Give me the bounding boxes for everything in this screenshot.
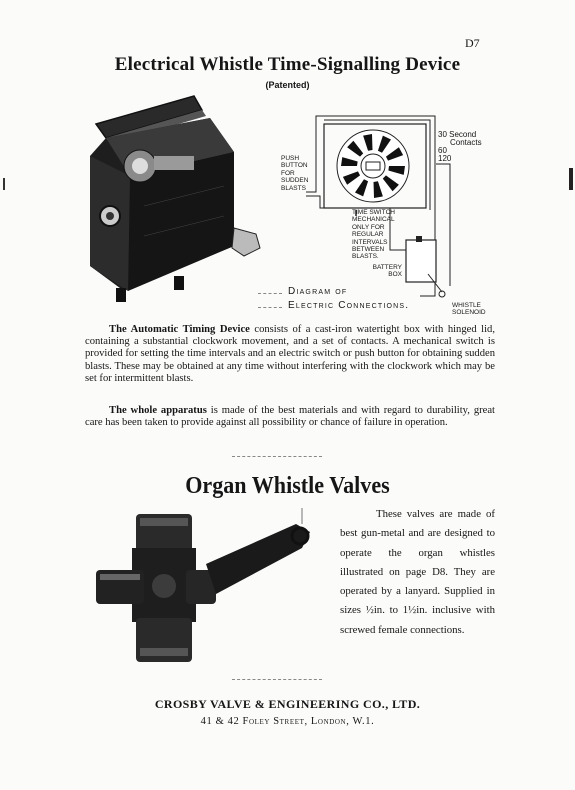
valves-title: Organ Whistle Valves: [185, 473, 390, 499]
contacts-120-label: 120: [438, 154, 452, 163]
push-button-line: PUSH: [281, 155, 300, 162]
contacts-30-label: 30 Second: [438, 130, 477, 139]
para2-lead: The whole apparatus: [109, 405, 207, 416]
time-switch-line: MECHANICAL: [352, 216, 395, 224]
battery-box-line: BATTERY: [372, 264, 402, 271]
company-name: CROSBY VALVE & ENGINEERING CO., LTD.: [154, 697, 421, 711]
time-switch-label: [352, 209, 395, 261]
time-switch-line: ONLY FOR: [352, 223, 385, 231]
whistle-solenoid-line: SOLENOID: [452, 309, 486, 317]
contacts-60-label: 60: [438, 146, 447, 155]
page-edge-mark: [569, 168, 573, 190]
contacts-label: [438, 131, 482, 163]
valves-description: These valves are made of best gun-metal and are designed to operate the organ whistles illustrated on page D8. They are operated by a lanyard. Supplied in sizes ½in. to 1½in. inclusive with screwed female connections.: [340, 508, 495, 636]
caption-rule-left2: [258, 307, 282, 308]
para1-text: consists of a cast-iron watertight box with hinged lid, containing a substantial clockwork movement, and a set of contacts. A mechanical switch is provided for setting the time intervals and an electric switch or push button for obtaining sudden blasts. These may be obtained at any time without interfering with the clockwork which may be set for intermittent blasts.: [85, 324, 495, 384]
description-para-2: [85, 405, 495, 429]
time-switch-line: TIME SWITCH: [352, 209, 395, 216]
battery-box-label: [372, 264, 402, 279]
battery-box-line: BOX: [388, 271, 402, 279]
whistle-solenoid-label: [452, 302, 486, 317]
contacts-word-label: Contacts: [450, 138, 482, 147]
push-button-line: BLASTS: [281, 184, 306, 192]
push-button-line: SUDDEN: [281, 177, 309, 185]
time-switch-line: BETWEEN: [352, 246, 385, 254]
company-address: 41 & 42 Foley Street, London, W.1.: [200, 716, 375, 727]
push-button-label: [281, 155, 308, 192]
time-switch-line: BLASTS.: [352, 253, 379, 261]
valve-illustration: [96, 508, 326, 668]
caption-rule-left: [258, 293, 282, 294]
page-number: D7: [465, 36, 480, 50]
patented-note: (Patented): [265, 80, 310, 90]
page-title: Electrical Whistle Time-Signalling Device: [114, 54, 461, 75]
time-switch-line: REGULAR: [352, 231, 384, 239]
timing-device-illustration: [84, 96, 264, 306]
para2-text: is made of the best materials and with regard to durability, great care has been taken to provide against all possibility or chance of failure in operation.: [85, 405, 495, 429]
diagram-caption-line1: Diagram of: [288, 286, 348, 297]
push-button-line: BUTTON: [281, 162, 308, 170]
time-switch-line: INTERVALS: [352, 238, 388, 246]
description-para-1: [85, 324, 495, 385]
footer-divider: [232, 679, 322, 680]
para1-lead: The Automatic Timing Device: [109, 324, 250, 335]
diagram-caption-line2: Electric Connections.: [288, 300, 410, 311]
whistle-solenoid-line: WHISTLE: [452, 302, 481, 309]
section-divider: [232, 456, 322, 457]
push-button-line: FOR: [281, 169, 295, 177]
page-edge-mark: [3, 178, 5, 190]
